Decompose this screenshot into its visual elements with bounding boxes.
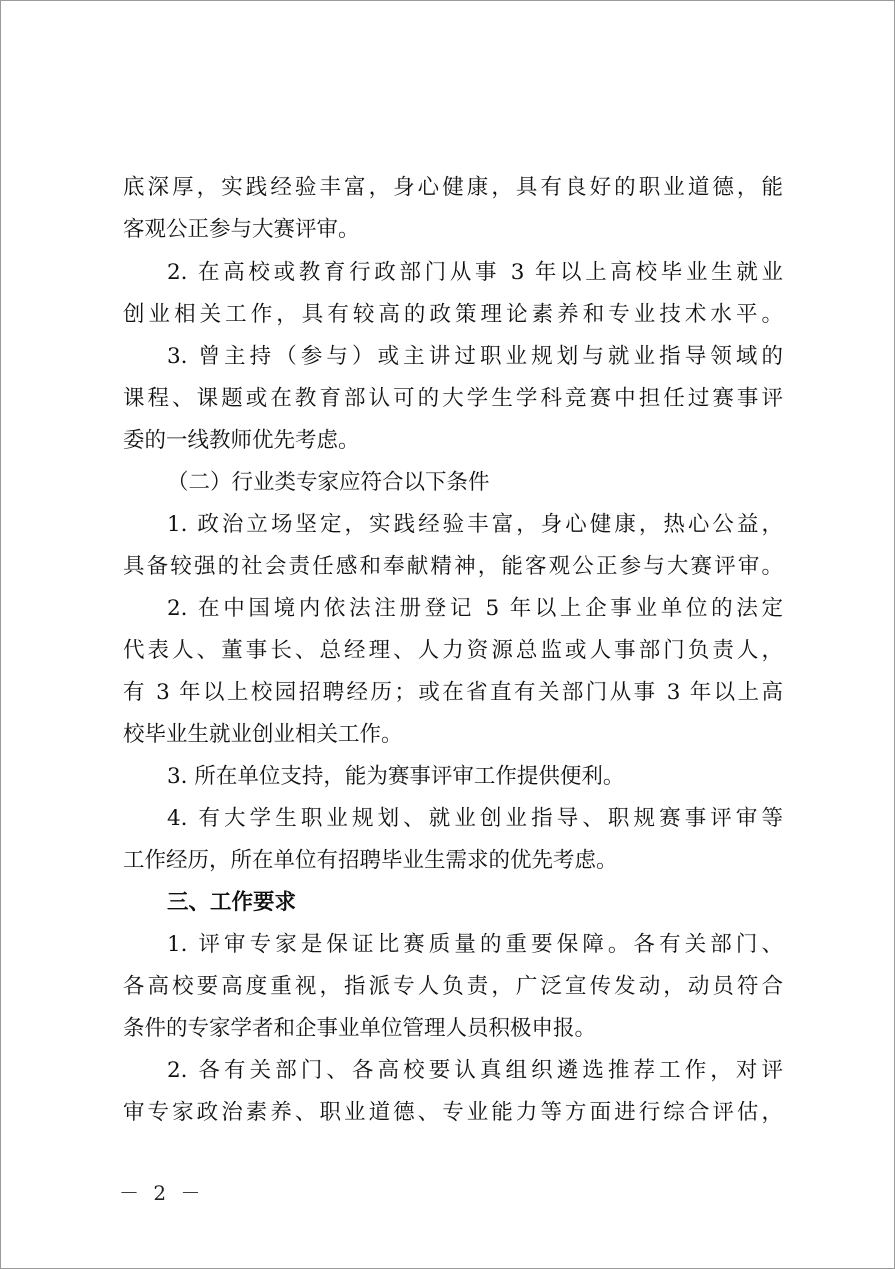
text-line: 2. 各有关部门、各高校要认真组织遴选推荐工作，对评 [167, 1058, 783, 1083]
text-line: 2. 在中国境内依法注册登记 5 年以上企事业单位的法定 [167, 596, 783, 621]
text-line: 委的一线教师优先考虑。 [123, 428, 360, 453]
text-line: 3. 所在单位支持，能为赛事评审工作提供便利。 [167, 764, 625, 789]
text-line: 课程、课题或在教育部认可的大学生学科竞赛中担任过赛事评 [123, 386, 783, 411]
text-line: 客观公正参与大赛评审。 [123, 217, 360, 242]
text-line: 代表人、董事长、总经理、人力资源总监或人事部门负责人， [123, 638, 783, 663]
text-line: 4. 有大学生职业规划、就业创业指导、职规赛事评审等 [167, 806, 783, 831]
text-line: 创业相关工作，具有较高的政策理论素养和专业技术水平。 [123, 302, 783, 327]
text-line: 审专家政治素养、职业道德、专业能力等方面进行综合评估， [123, 1100, 783, 1125]
text-line: 底深厚，实践经验丰富，身心健康，具有良好的职业道德，能 [123, 175, 783, 200]
section-subheading: （二）行业类专家应符合以下条件 [167, 470, 490, 495]
text-line: 各高校要高度重视，指派专人负责，广泛宣传发动，动员符合 [123, 974, 783, 999]
page-number: － 2 － [119, 1181, 205, 1205]
text-line: 条件的专家学者和企事业单位管理人员积极申报。 [123, 1016, 597, 1041]
text-line: 具备较强的社会责任感和奉献精神，能客观公正参与大赛评审。 [123, 554, 783, 579]
section-heading: 三、工作要求 [167, 890, 297, 915]
text-line: 1. 评审专家是保证比赛质量的重要保障。各有关部门、 [167, 932, 783, 957]
text-line: 1. 政治立场坚定，实践经验丰富，身心健康，热心公益， [167, 512, 783, 537]
text-line: 3. 曾主持（参与）或主讲过职业规划与就业指导领域的 [167, 344, 783, 369]
text-line: 2. 在高校或教育行政部门从事 3 年以上高校毕业生就业 [167, 260, 783, 285]
text-line: 校毕业生就业创业相关工作。 [123, 722, 403, 747]
text-line: 有 3 年以上校园招聘经历；或在省直有关部门从事 3 年以上高 [123, 680, 783, 705]
text-line: 工作经历，所在单位有招聘毕业生需求的优先考虑。 [123, 848, 618, 873]
